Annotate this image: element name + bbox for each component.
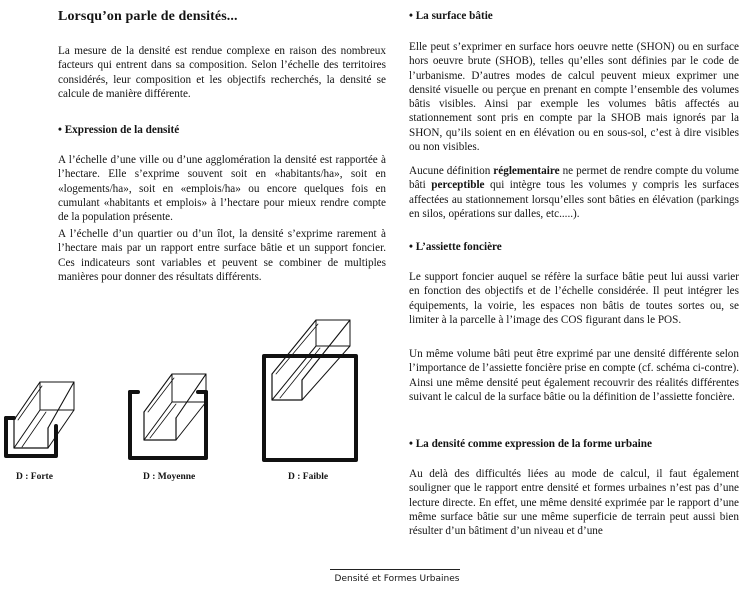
- emphasis-reglementaire: réglementaire: [493, 165, 560, 177]
- text-fragment: Aucune définition: [409, 165, 494, 177]
- surface-batie-paragraph-2: [409, 164, 739, 221]
- density-forte-sketch: [6, 382, 74, 456]
- footer-divider: [330, 569, 460, 570]
- intro-paragraph: La mesure de la densité est rendue complexe en raison des nombreux facteurs qui entrent dans sa composition. Selon l’échelle des territoires considérés, leur composition et les objectifs recherchés, la densité se calcule de manière différente.: [58, 45, 386, 100]
- text-fragment: ne permet de rendre compte du volume bâti: [409, 165, 739, 192]
- footer-title: Densité et Formes Urbaines: [334, 574, 460, 584]
- expression-paragraph-1: A l’échelle d’une ville ou d’une agglomération la densité est rapportée à l’hectare. Elle s’exprime souvent soit en «habitants/ha», soit en «logements/ha», soit en «emplois/ha» ou encore quelques fois en cumulant «habitants et emplois» à l’hectare pour mieux rendre compte de la population présente.: [58, 154, 386, 224]
- figure-label-faible: D : Faible: [288, 472, 329, 482]
- density-moyenne-sketch: [130, 374, 206, 458]
- section-heading-expression: • Expression de la densité: [58, 124, 180, 136]
- section-heading-forme-urbaine: • La densité comme expression de la forme urbaine: [409, 438, 652, 450]
- emphasis-perceptible: perceptible: [431, 179, 485, 192]
- figure-label-forte: D : Forte: [16, 472, 53, 482]
- forme-urbaine-paragraph-1: Au delà des difficultés liées au mode de calcul, il faut également souligner que le rapport entre densité et formes urbaines n’est pas d’une lecture directe. En effet, une même densité exprimée par le rapport d’une même surface bâtie sur une même superficie de terrain peut aussi bien résulter d’un bâtiment d’un niveau et d’une: [409, 468, 739, 538]
- expression-paragraph-2: A l’échelle d’un quartier ou d’un îlot, la densité s’exprime rarement à l’hectare mais par un rapport entre surface bâtie et un support foncier. Ces indicateurs sont variables et peuvent se combiner de multiples manières pour donner des résultats différents.: [58, 228, 386, 283]
- density-sketches: [0, 300, 400, 470]
- surface-batie-paragraph-1: Elle peut s’exprimer en surface hors oeuvre nette (SHON) ou en surface hors oeuvre brute (SHOB), telles qu’elles sont définies par le code de l’urbanisme. D’autres modes de calcul peuvent mieux exprimer une densité visuelle ou perçue en prenant en compte l’ensemble des volumes bâtis visibles. Ainsi par exemple les volumes bâtis affectés au stationnement sont pris en compte par la SHOB mais ignorés par la SHON, qu’ils soient en en élévation ou en sous-sol, c’est à dire visibles ou non visibles.: [409, 41, 739, 154]
- section-heading-surface-batie: • La surface bâtie: [409, 10, 493, 22]
- density-faible-sketch: [264, 320, 356, 460]
- assiette-paragraph-1: Le support foncier auquel se réfère la surface bâtie peut lui aussi varier en fonction des objectifs et de l’échelle considérée. Il peut intégrer les équipements, la voirie, les espaces non bâtis de toutes sortes ou, se limiter à la parcelle à l’image des COS figurant dans le POS.: [409, 271, 739, 326]
- text-fragment: qui intègre tous les volumes y compris les surfaces affectées au stationnement lorsqu’elles sont bâties en élévation (parkings en silos, opérations sur dalles, etc.....).: [409, 179, 740, 220]
- figure-label-moyenne: D : Moyenne: [143, 472, 196, 482]
- assiette-paragraph-2: Un même volume bâti peut être exprimé par une densité différente selon l’importance de l’assiette foncière prise en compte (cf. schéma ci-contre). Ainsi une même densité peut également recouvrir des réalités différentes suivant le calcul de la surface bâtie ou la définition de l’assiette foncière.: [409, 348, 739, 403]
- page-title: Lorsqu’on parle de densités...: [58, 9, 238, 24]
- section-heading-assiette-fonciere: • L’assiette foncière: [409, 241, 502, 253]
